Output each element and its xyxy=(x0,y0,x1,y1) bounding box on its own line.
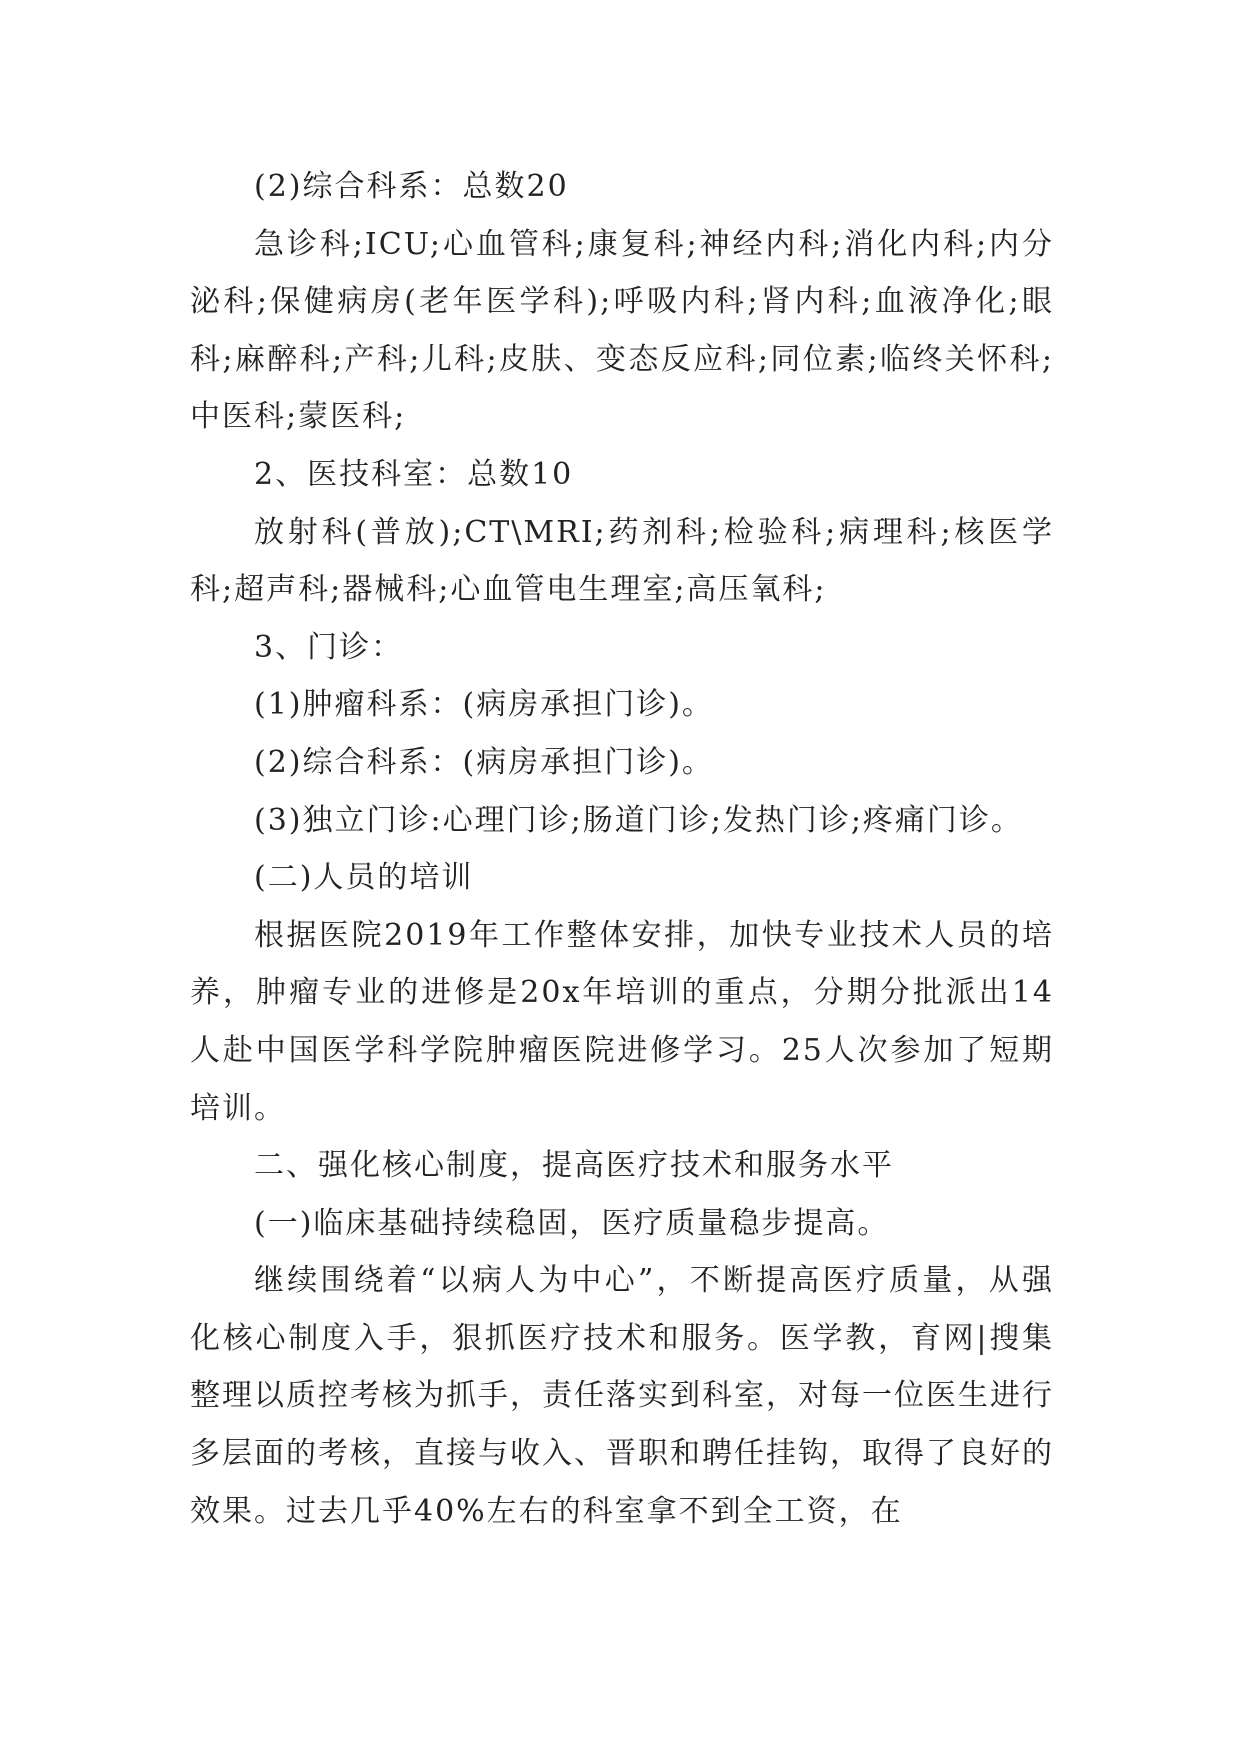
section-heading-core-system: 二、强化核心制度，提高医疗技术和服务水平 xyxy=(254,1148,894,1184)
paragraph-independent-outpatient: (3)独立门诊:心理门诊;肠道门诊;发热门诊;疼痛门诊。 xyxy=(254,802,1023,838)
paragraph-training-heading: (二)人员的培训 xyxy=(254,860,474,896)
paragraph-general-dept-total: (2)综合科系：总数20 xyxy=(254,169,569,204)
paragraph-training-body: 根据医院2019年工作整体安排，加快专业技术人员的培养，肿瘤专业的进修是20x年培训的重点，分期分批派出14人赴中国医学科学院肿瘤医院进修学习。25人次参加了短期培训。 xyxy=(190,917,1054,1126)
paragraph-clinical-quality-heading: (一)临床基础持续稳固，医疗质量稳步提高。 xyxy=(254,1205,890,1241)
paragraph-outpatient-heading: 3、门诊： xyxy=(254,629,404,665)
paragraph-oncology-outpatient: (1)肿瘤科系：(病房承担门诊)。 xyxy=(254,687,714,723)
paragraph-general-dept-list: 急诊科;ICU;心血管科;康复科;神经内科;消化内科;内分泌科;保健病房(老年医学科);呼吸内科;肾内科;血液净化;眼科;麻醉科;产科;儿科;皮肤、变态反应科;同位素;临终关怀科;中医科;蒙医科; xyxy=(190,226,1054,435)
paragraph-clinical-quality-body: 继续围绕着“以病人为中心”，不断提高医疗质量，从强化核心制度入手，狠抓医疗技术和服务。医学教，育网|搜集整理以质控考核为抓手，责任落实到科室，对每一位医生进行多层面的考核，直接与收入、晋职和聘任挂钩，取得了良好的效果。过去几乎40%左右的科室拿不到全工资，在 xyxy=(190,1263,1054,1529)
paragraph-general-outpatient: (2)综合科系：(病房承担门诊)。 xyxy=(254,744,714,780)
paragraph-medtech-list: 放射科(普放);CT\MRI;药剂科;检验科;病理科;核医学科;超声科;器械科;心血管电生理室;高压氧科; xyxy=(190,514,1054,608)
paragraph-medtech-total: 2、医技科室：总数10 xyxy=(254,456,574,492)
document-body xyxy=(190,158,1054,1540)
